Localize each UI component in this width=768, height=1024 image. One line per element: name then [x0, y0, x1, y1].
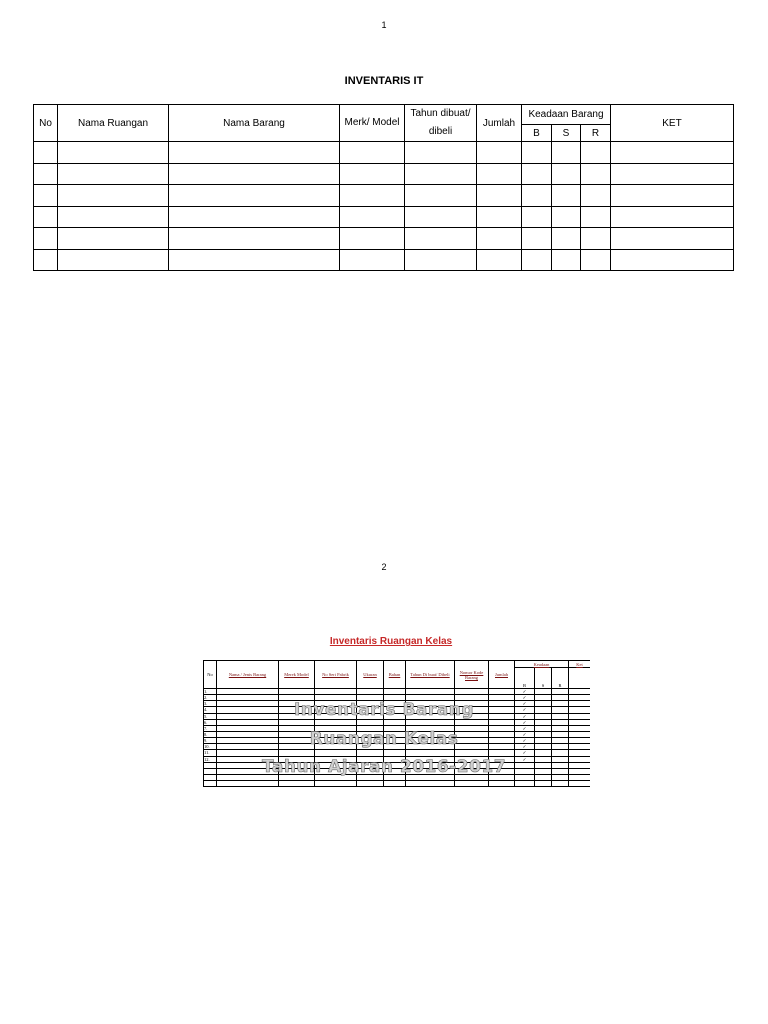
- check-mark-icon: ✓: [515, 701, 535, 707]
- table-row: [204, 781, 591, 787]
- header-tahun-dibuat: Tahun Di buat/ Dibeli: [406, 661, 455, 689]
- header-nomor-kode-barang: Nomor Kode Barang: [455, 661, 489, 689]
- header-tahun-dibuat: Tahun dibuat/ dibeli: [405, 105, 477, 142]
- check-mark-icon: ✓: [515, 738, 535, 744]
- row-number: 3.: [204, 701, 217, 707]
- check-mark-icon: ✓: [515, 719, 535, 725]
- page-number-2: 2: [381, 562, 387, 572]
- watermark-line-2: Ruangan Kelas: [309, 729, 459, 749]
- header-keadaan: Keadaan: [515, 661, 569, 668]
- table-row: [34, 142, 734, 164]
- table-row: [34, 163, 734, 185]
- header-bahan: Bahan: [384, 661, 406, 689]
- check-mark-icon: ✓: [515, 750, 535, 756]
- table-row: [34, 206, 734, 228]
- check-mark-icon: ✓: [515, 756, 535, 762]
- row-number: 11.: [204, 750, 217, 756]
- header-s: S: [535, 668, 552, 689]
- header-no: No: [34, 105, 58, 142]
- header-r: R: [581, 125, 611, 142]
- header-b: B: [515, 668, 535, 689]
- row-number: 8.: [204, 731, 217, 737]
- header-ket: Ket: [569, 661, 590, 668]
- row-number: 4.: [204, 707, 217, 713]
- check-mark-icon: ✓: [515, 744, 535, 750]
- check-mark-icon: ✓: [515, 707, 535, 713]
- header-nama-jenis-barang: Nama / Jenis Barang: [217, 661, 279, 689]
- check-mark-icon: ✓: [515, 695, 535, 701]
- header-nama-barang: Nama Barang: [169, 105, 340, 142]
- table-row: [34, 249, 734, 271]
- row-number: [204, 781, 217, 787]
- row-number: 6.: [204, 719, 217, 725]
- watermark-line-3: Tahun Ajaran 2016-2017: [261, 757, 507, 777]
- row-number: 10.: [204, 744, 217, 750]
- row-number: 1.: [204, 689, 217, 695]
- header-b: B: [522, 125, 552, 142]
- check-mark-icon: ✓: [515, 689, 535, 695]
- check-mark-icon: ✓: [515, 731, 535, 737]
- check-mark-icon: ✓: [515, 725, 535, 731]
- inventaris-ruangan-kelas-title: Inventaris Ruangan Kelas: [329, 636, 453, 647]
- header-jumlah: Jumlah: [489, 661, 515, 689]
- row-number: 5.: [204, 713, 217, 719]
- table-row: [34, 185, 734, 207]
- watermark-line-1: Inventaris Barang: [293, 700, 475, 720]
- inventaris-it-title: INVENTARIS IT: [344, 75, 424, 87]
- page-number-1: 1: [381, 20, 387, 30]
- header-ket: KET: [611, 105, 734, 142]
- row-number: 9.: [204, 738, 217, 744]
- check-mark-icon: ✓: [515, 713, 535, 719]
- row-number: 7.: [204, 725, 217, 731]
- header-keadaan-barang: Keadaan Barang: [522, 105, 611, 125]
- header-jumlah: Jumlah: [477, 105, 522, 142]
- header-ukuran: Ukuran: [357, 661, 384, 689]
- header-r: R: [552, 668, 569, 689]
- header-no-seri-pabrik: No Seri Pabrik: [315, 661, 357, 689]
- header-s: S: [552, 125, 581, 142]
- header-merk-model: Merk/ Model: [340, 105, 405, 142]
- inventaris-it-table: [33, 104, 734, 271]
- header-merek-model: Merek Model: [279, 661, 315, 689]
- header-no: No: [204, 661, 217, 689]
- header-nama-ruangan: Nama Ruangan: [58, 105, 169, 142]
- row-number: 2.: [204, 695, 217, 701]
- row-number: 12.: [204, 756, 217, 762]
- table-row: [34, 228, 734, 250]
